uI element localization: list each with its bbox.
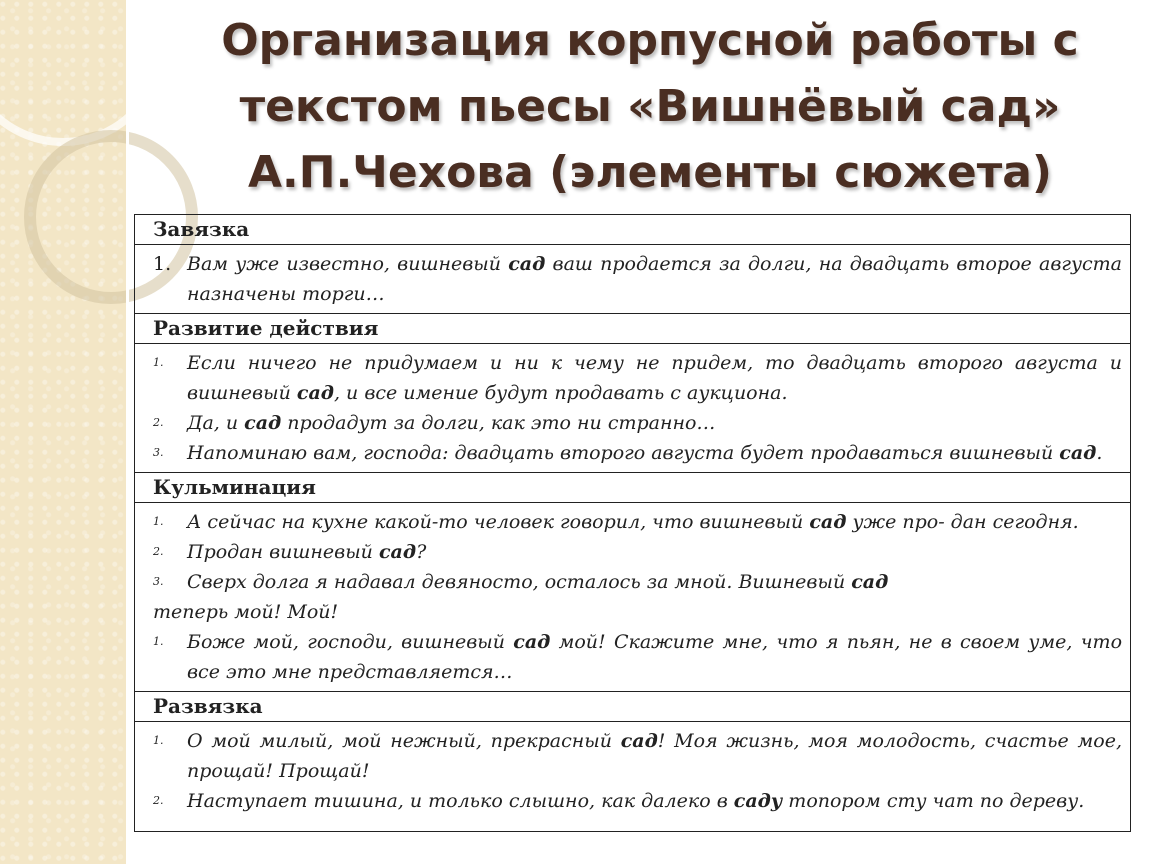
- quote-text: О мой милый, мой нежный, прекрасный сад! Моя жизнь, моя молодость, счастье мое, прощай! Прощай!: [187, 730, 1122, 782]
- title-line: текстом пьесы «Вишнёвый сад»: [239, 81, 1061, 132]
- item-number: 3.: [153, 575, 164, 588]
- section-body: [135, 722, 1130, 820]
- quote-text: Сверх долга я надавал девяносто, осталось за мной. Вишневый сад: [187, 571, 889, 593]
- plot-elements-table: [134, 214, 1131, 832]
- decorative-ring: [0, 0, 166, 146]
- quote-item: [153, 408, 1122, 438]
- section-heading: Завязка: [135, 215, 1130, 245]
- quote-item: [153, 348, 1122, 408]
- section-body: [135, 503, 1130, 692]
- item-number: 2.: [153, 416, 164, 429]
- item-number: 1.: [153, 635, 164, 648]
- quote-text: Да, и сад продадут за долги, как это ни странно…: [187, 412, 716, 434]
- title-line: Организация корпусной работы с: [221, 15, 1079, 66]
- slide-title: [160, 8, 1140, 206]
- quote-text: Наступает тишина, и только слышно, как далеко в саду топором сту чат по дереву.: [187, 790, 1085, 812]
- quote-text: Вам уже известно, вишневый сад ваш продается за долги, на двадцать второе августа назначены торги…: [187, 253, 1122, 305]
- section-body: [135, 344, 1130, 473]
- section-heading: Кульминация: [135, 473, 1130, 503]
- quote-item: [153, 567, 1122, 597]
- quote-text: Боже мой, господи, вишневый сад мой! Скажите мне, что я пьян, не в своем уме, что все это мне представляется…: [187, 631, 1123, 683]
- quote-item: [153, 726, 1122, 786]
- quote-item: [153, 438, 1122, 468]
- section-heading: Развитие действия: [135, 314, 1130, 344]
- item-number: 1.: [153, 356, 164, 369]
- quote-item: [153, 537, 1122, 567]
- quote-item: [153, 627, 1122, 687]
- item-number: 3.: [153, 446, 164, 459]
- item-number: 1.: [153, 253, 172, 275]
- item-number: 1.: [153, 515, 164, 528]
- item-number: 2.: [153, 794, 164, 807]
- item-number: 1.: [153, 734, 164, 747]
- quote-item: [153, 786, 1122, 816]
- decorative-side-strip: [0, 0, 128, 864]
- section-heading: Развязка: [135, 692, 1130, 722]
- strip-divider: [126, 0, 129, 864]
- quote-text: Если ничего не придумаем и ни к чему не придем, то двадцать второго августа и вишневый сад, и все имение будут продавать с аукциона.: [187, 352, 1122, 404]
- quote-text: теперь мой! Мой!: [153, 601, 339, 623]
- quote-item-continuation: [153, 597, 1122, 627]
- quote-text: Продан вишневый сад?: [187, 541, 427, 563]
- quote-item: [153, 249, 1122, 309]
- item-number: 2.: [153, 545, 164, 558]
- quote-item: [153, 507, 1122, 537]
- title-line: А.П.Чехова (элементы сюжета): [247, 147, 1053, 198]
- quote-text: А сейчас на кухне какой-то человек говорил, что вишневый сад уже про- дан сегодня.: [187, 511, 1079, 533]
- quote-text: Напоминаю вам, господа: двадцать второго августа будет продаваться вишневый сад.: [187, 442, 1103, 464]
- section-body: [135, 245, 1130, 314]
